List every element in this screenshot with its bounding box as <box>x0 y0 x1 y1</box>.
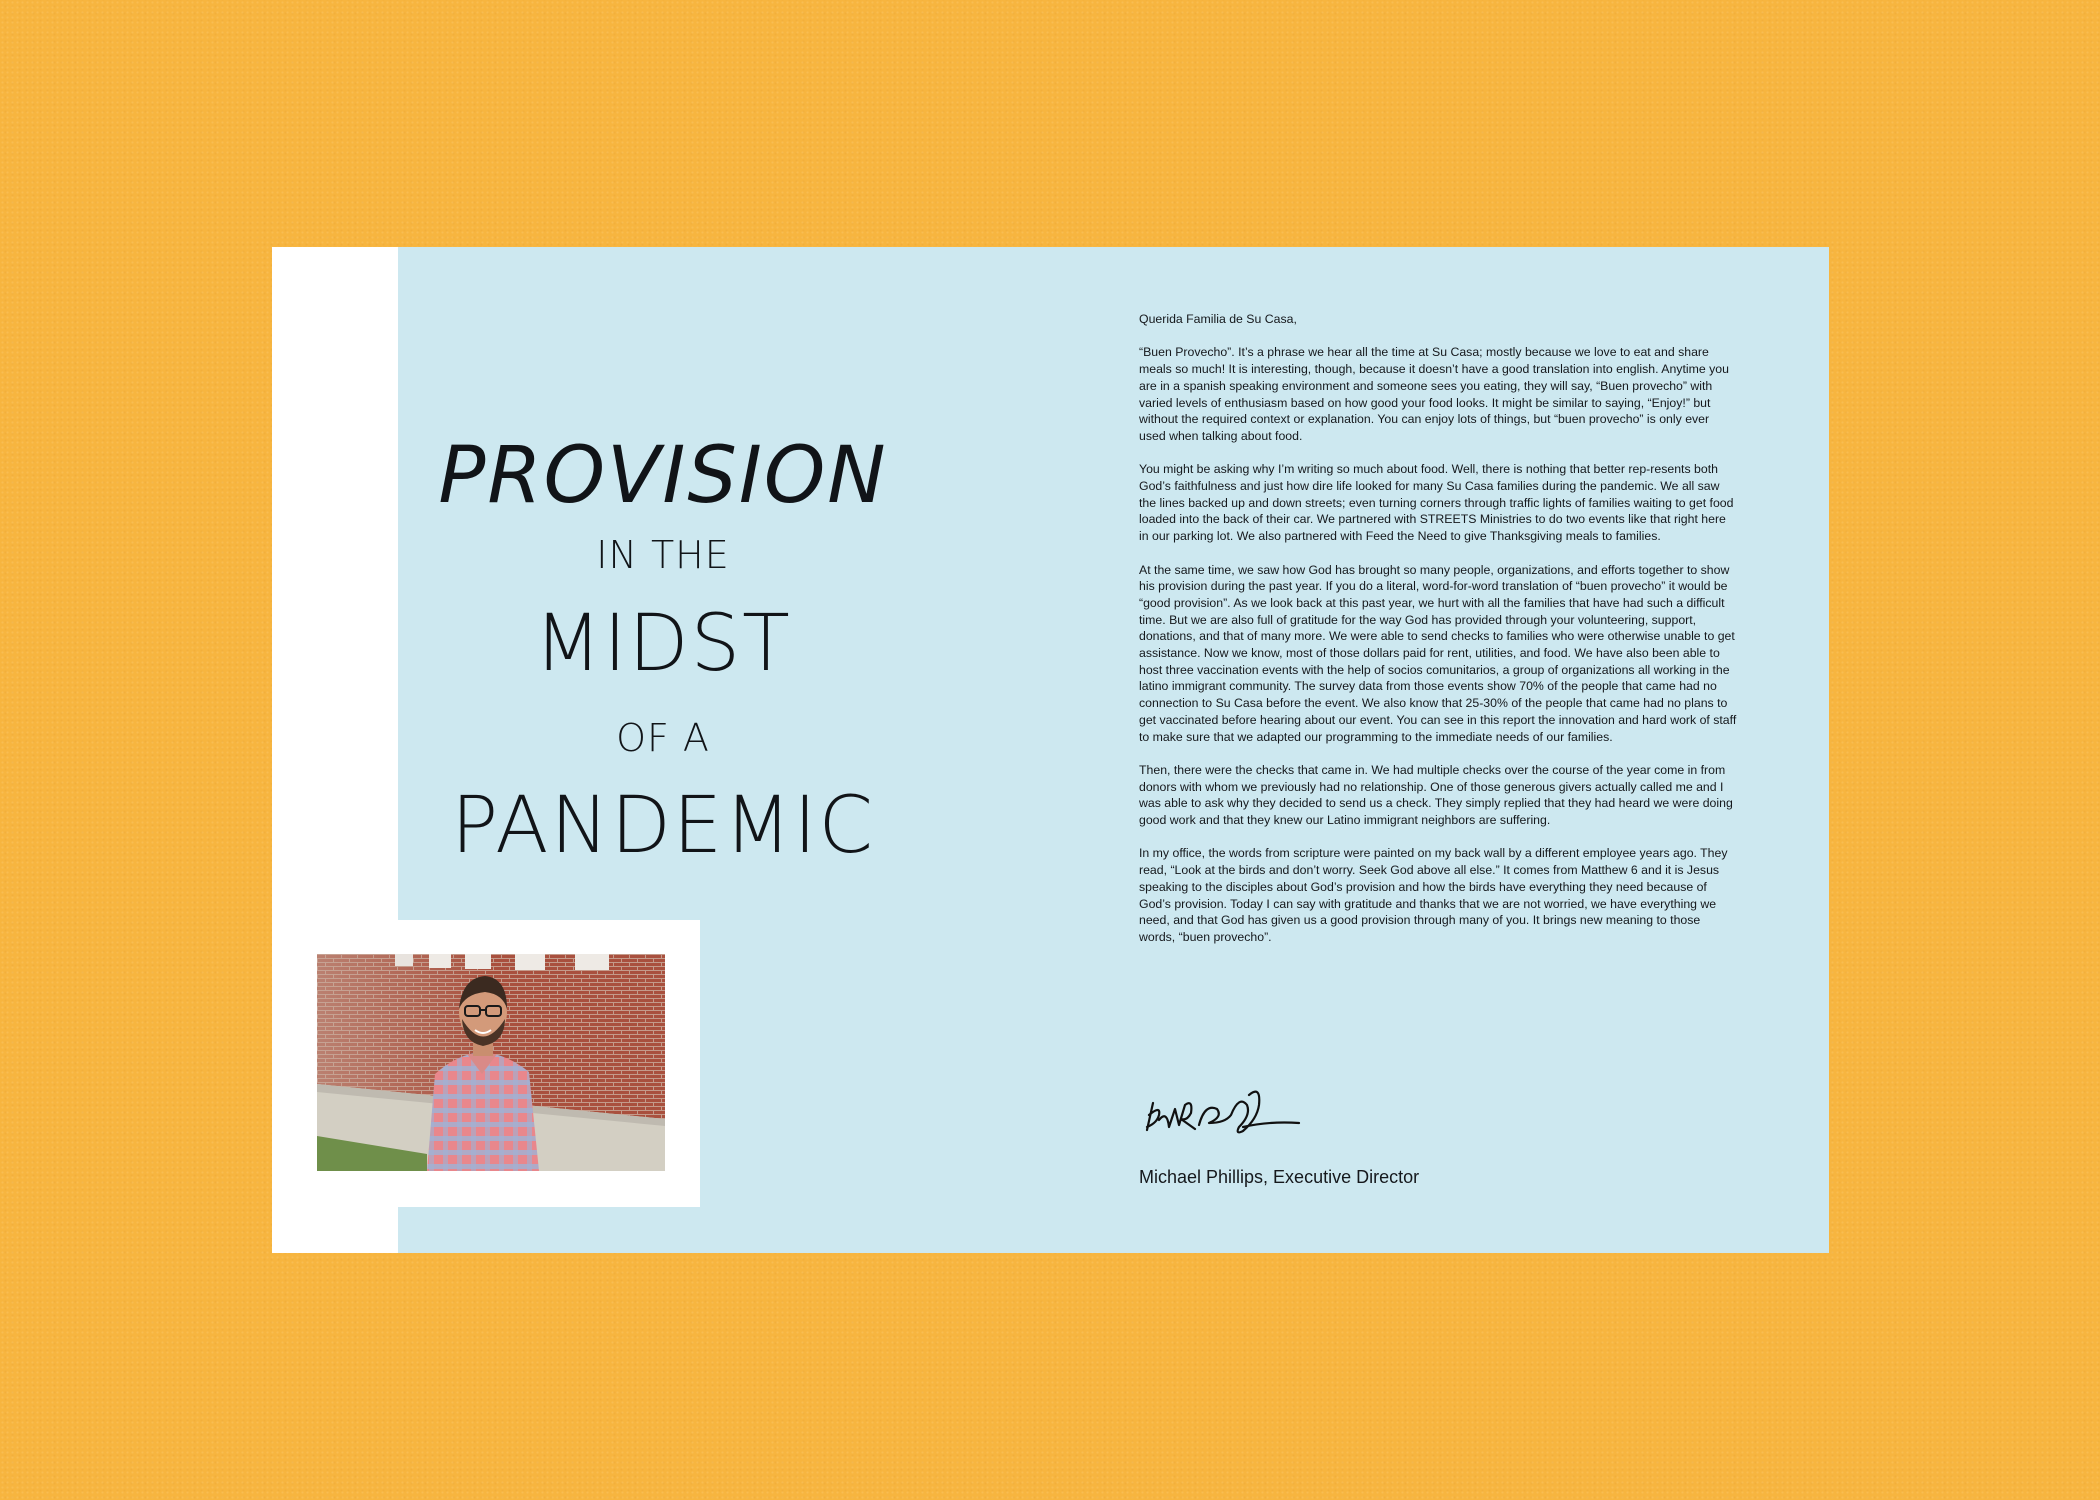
headline-pandemic: PANDEMIC <box>451 781 875 871</box>
letter-paragraph: “Buen Provecho”. It’s a phrase we hear all the time at Su Casa; mostly because we love to eat and share meals so much! It is interesting, though, because it doesn’t have a good translation into english. Anytime you are in a spanish speaking environment and someone sees you eating, they will say, “Buen provecho” with varied levels of enthusiasm based on how good your food looks. It might be similar to saying, “Enjoy!” but without the required context or explanation. You can enjoy lots of things, but “buen provecho” is only ever used when talking about food. <box>1139 345 1729 443</box>
letter-paragraph: In my office, the words from scripture were painted on my back wall by a different employee years ago. They read, “Look at the birds and don’t worry. Seek God above all else.” It comes from Matthew 6 and it is Jesus speaking to the disciples about God’s provision and how the birds have everything they need because of God’s provision. Today I can say with gratitude and thanks that we are not worried, we have everything we need, and that God has given us a good provision through many of you. It brings new meaning to those words, “buen provecho”. <box>1139 846 1728 944</box>
letter-paragraph: At the same time, we saw how God has brought so many people, organizations, and efforts together to show his provision during the past year. If you do a literal, word-for-word translation of “buen provecho” it would be “good provision”. As we look back at this past year, we hurt with all the families that have had such a difficult time. But we are also full of gratitude for the way God has provided through your volunteering, support, donations, and that of many more. We were able to send checks to families who were otherwise unable to get assistance. Now we know, most of those dollars paid for rent, utilities, and food. We have also been able to host three vaccination events with the help of socios comunitarios, a group of organizations all working in the latino immigrant community. The survey data from those events show 70% of the people that came had no connection to Su Casa before the event. We also know that 25-30% of the people that came had no plans to get vaccinated before hearing about our event. You can see in this report the innovation and hard work of staff to make sure that we adapted our programming to the immediate needs of our families. <box>1139 562 1737 744</box>
headline-in-the: IN THE <box>596 533 730 577</box>
headline-midst: MIDST <box>534 599 792 689</box>
director-photo <box>317 954 665 1171</box>
director-letter <box>1139 311 1737 962</box>
handwritten-signature <box>1139 1065 1309 1155</box>
letter-paragraph: Then, there were the checks that came in. We had multiple checks over the course of the year come in from donors with whom we previously had no relationship. One of those generous givers actually called me and I was able to ask why they decided to send us a check. They simply replied that they had heard we were doing good work and that they knew our Latino immigrant neighbors are suffering. <box>1139 762 1733 828</box>
headline-provision: PROVISION <box>438 431 888 521</box>
letter-paragraph: You might be asking why I’m writing so much about food. Well, there is nothing that better rep-resents both God’s faithfulness and just how dire life looked for many Su Casa families during the pandemic. We all saw the lines backed up and down streets; even turning corners through traffic lights of families waiting to get food loaded into the back of their car. We partnered with STREETS Ministries to do two events like that right here in our parking lot. We also partnered with Feed the Need to give Thanksgiving meals to families. <box>1139 462 1734 544</box>
letter-salutation: Querida Familia de Su Casa, <box>1139 312 1297 326</box>
brochure-spread <box>272 247 1829 1253</box>
signature-name: Michael Phillips, Executive Director <box>1139 1167 1420 1187</box>
headline-of-a: OF A <box>616 716 710 760</box>
